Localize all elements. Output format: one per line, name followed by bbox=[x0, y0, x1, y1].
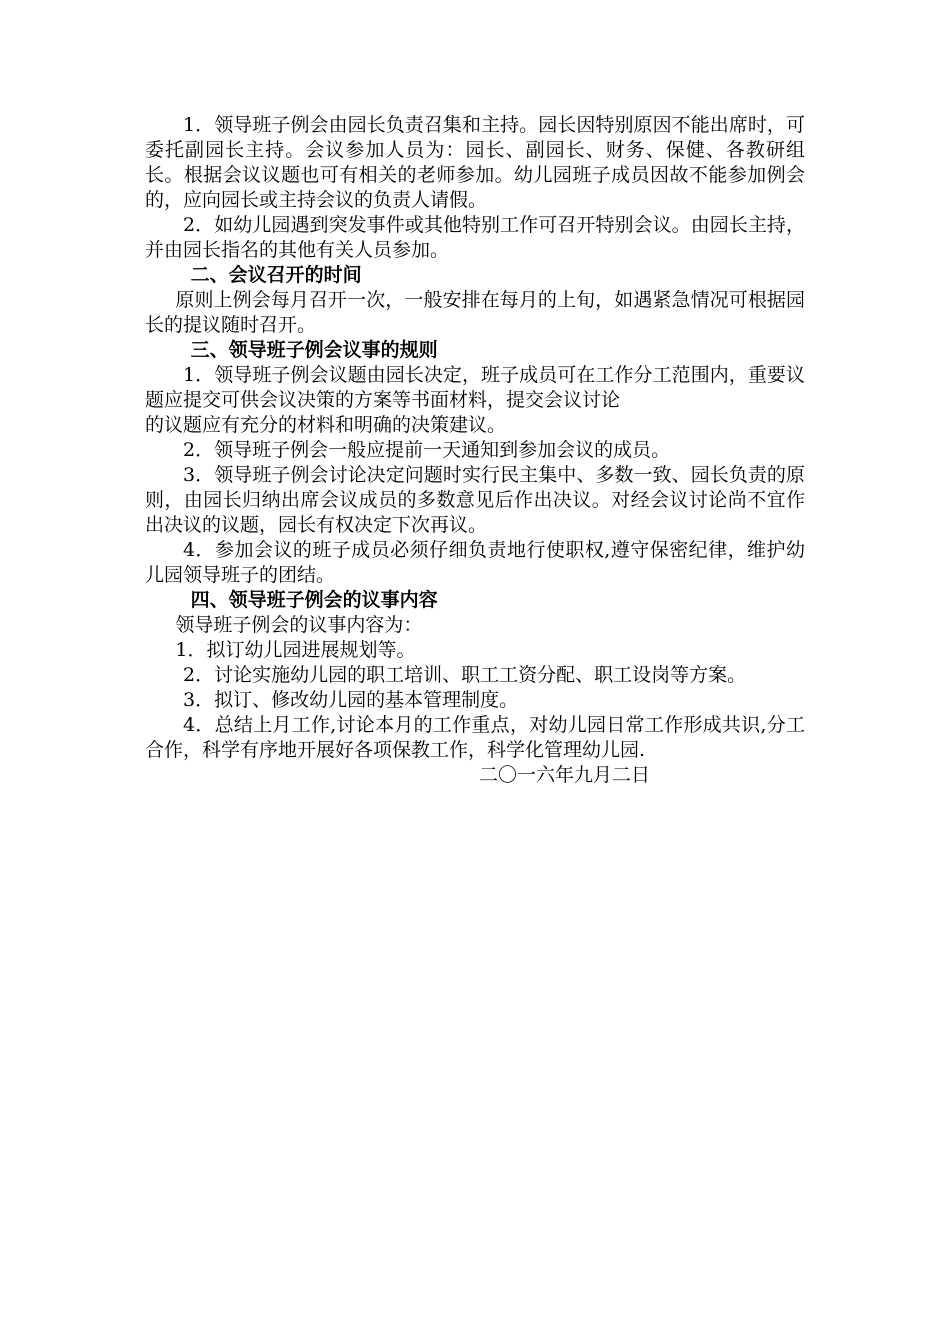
list-item-content-4: 4．总结上月工作,讨论本月的工作重点，对幼儿园日常工作形成共识,分工合作，科学有序地开展好各项保教工作，科学化管理幼儿园. bbox=[145, 714, 805, 761]
paragraph-rule-2: 2．如幼儿园遇到突发事件或其他特别工作可召开特别会议。由园长主持，并由园长指名的其他有关人员参加。 bbox=[145, 214, 805, 261]
paragraph-rules-1: 1．领导班子例会议题由园长决定，班子成员可在工作分工范围内，重要议题应提交可供会议决策的方案等书面材料，提交会议讨论 bbox=[145, 364, 805, 411]
paragraph-rules-1-continued: 的议题应有充分的材料和明确的决策建议。 bbox=[145, 414, 507, 436]
paragraph-rules-2: 2．领导班子例会一般应提前一天通知到参加会议的成员。 bbox=[183, 439, 671, 461]
paragraph-rules-3: 3．领导班子例会讨论决定问题时实行民主集中、多数一致、园长负责的原则，由园长归纳出席会议成员的多数意见后作出决议。对经会议讨论尚不宜作出决议的议题，园长有权决定下次再议。 bbox=[145, 464, 805, 536]
document-body bbox=[145, 113, 805, 788]
heading-meeting-time: 二、会议召开的时间 bbox=[190, 264, 362, 286]
heading-meeting-rules: 三、领导班子例会议事的规则 bbox=[190, 339, 438, 361]
list-item-content-2: 2．讨论实施幼儿园的职工培训、职工工资分配、职工设岗等方案。 bbox=[183, 664, 747, 686]
paragraph-rule-1: 1．领导班子例会由园长负责召集和主持。园长因特别原因不能出席时，可委托副园长主持。会议参加人员为：园长、副园长、财务、保健、各教研组长。根据会议议题也可有相关的老师参加。幼儿园班子成员因故不能参加例会的，应向园长或主持会议的负责人请假。 bbox=[145, 114, 805, 211]
list-item-content-3: 3．拟订、修改幼儿园的基本管理制度。 bbox=[183, 689, 519, 711]
document-date: 二〇一六年九月二日 bbox=[479, 764, 651, 786]
heading-meeting-content: 四、领导班子例会的议事内容 bbox=[190, 589, 438, 611]
paragraph-rules-4: 4．参加会议的班子成员必须仔细负责地行使职权,遵守保密纪律，维护幼儿园领导班子的团结。 bbox=[145, 539, 805, 586]
list-item-content-1: 1．拟订幼儿园进展规划等。 bbox=[175, 639, 416, 661]
paragraph-content-intro: 领导班子例会的议事内容为： bbox=[175, 614, 423, 636]
paragraph-meeting-time: 原则上例会每月召开一次，一般安排在每月的上旬，如遇紧急情况可根据园长的提议随时召开。 bbox=[145, 289, 805, 336]
